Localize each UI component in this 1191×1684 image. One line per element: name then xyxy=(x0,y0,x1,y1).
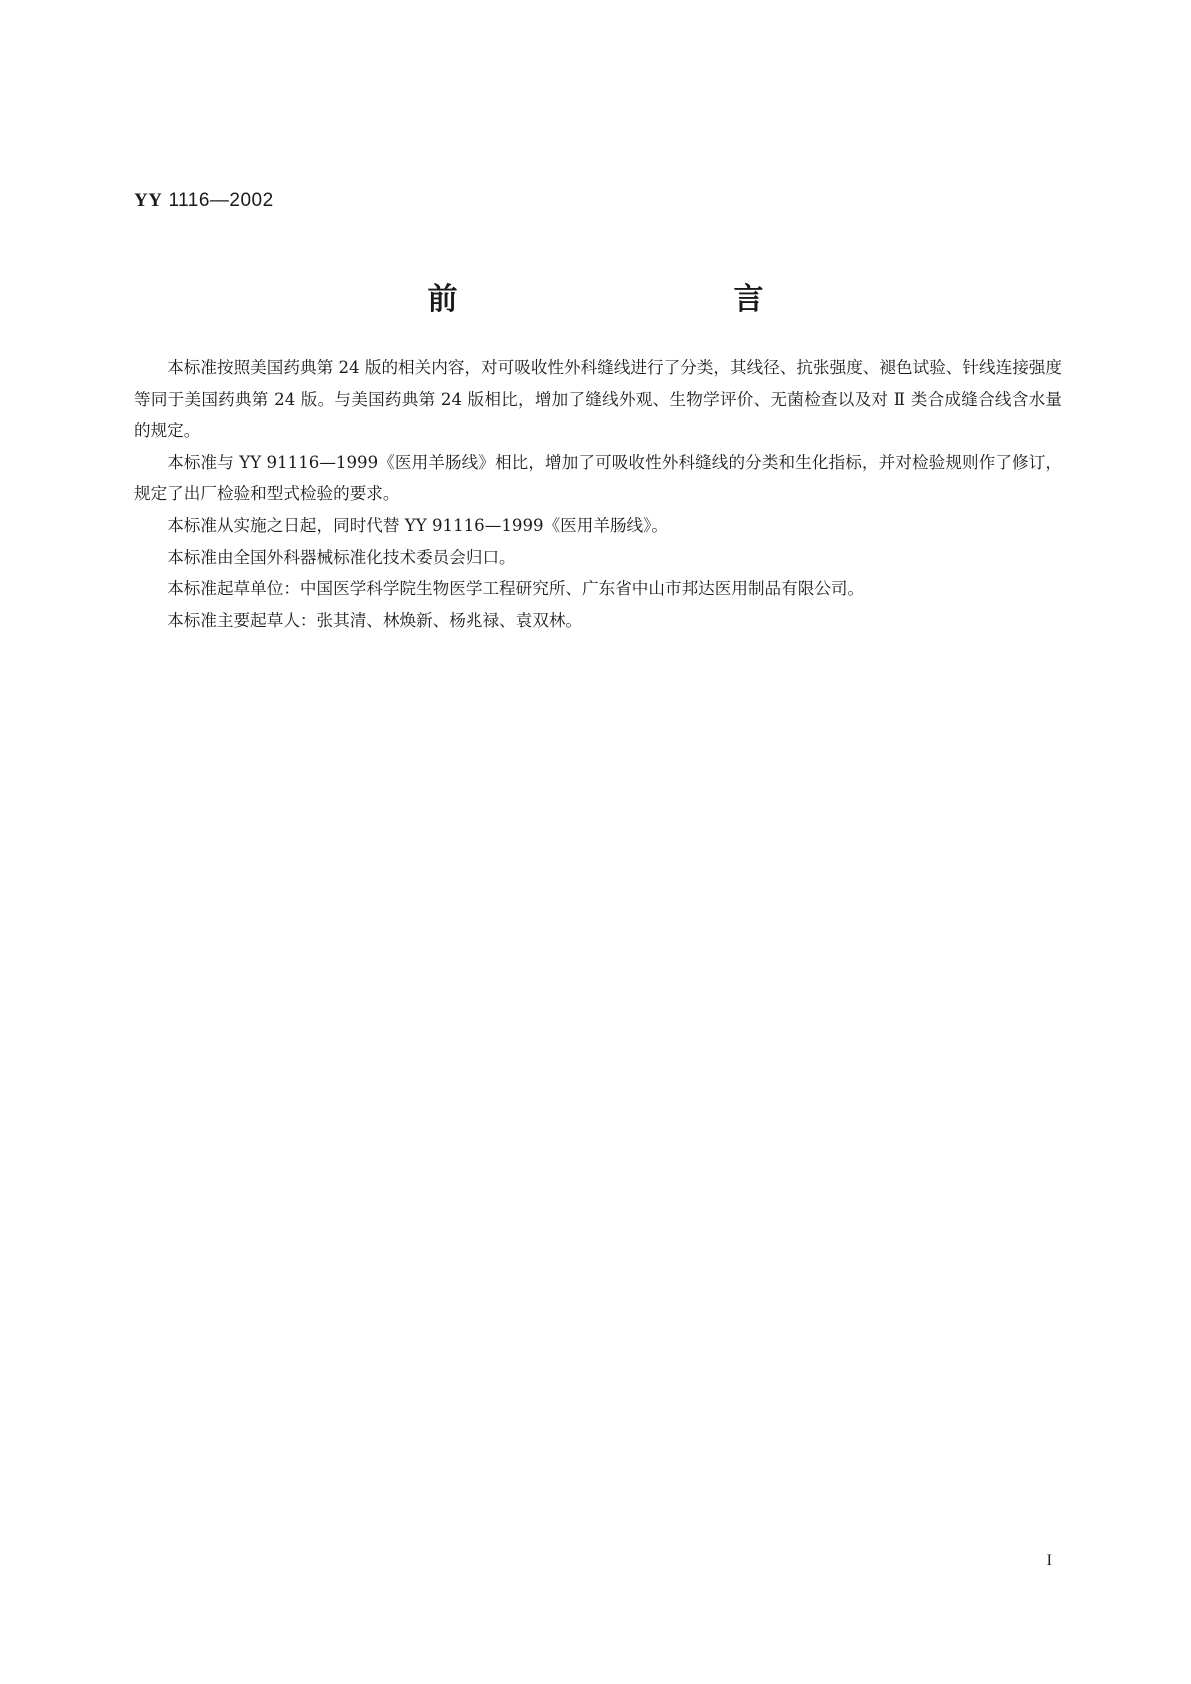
paragraph: 本标准起草单位：中国医学科学院生物医学工程研究所、广东省中山市邦达医用制品有限公司。 xyxy=(167,579,865,599)
foreword-body xyxy=(134,352,1062,636)
paragraph: 本标准按照美国药典第 24 版的相关内容，对可吸收性外科缝线进行了分类，其线径、抗张强度、褪色试验、针线连接强度等同于美国药典第 24 版。与美国药典第 24 版相比，增加了缝线外观、生物学评价、无菌检查以及对 Ⅱ 类合成缝合线含水量的规定。 xyxy=(134,358,1062,441)
page-number: I xyxy=(1046,1552,1052,1569)
standard-code-prefix: YY xyxy=(134,190,163,211)
paragraph: 本标准与 YY 91116—1999《医用羊肠线》相比，增加了可吸收性外科缝线的分类和生化指标，并对检验规则作了修订，规定了出厂检验和型式检验的要求。 xyxy=(134,452,1062,504)
paragraph: 本标准主要起草人：张其清、林焕新、杨兆禄、袁双林。 xyxy=(167,610,583,630)
standard-code-number: 1116—2002 xyxy=(168,190,274,211)
paragraph: 本标准从实施之日起，同时代替 YY 91116—1999《医用羊肠线》。 xyxy=(167,515,669,535)
page-title: 前 言 xyxy=(427,282,836,317)
standard-code xyxy=(134,190,274,212)
paragraph: 本标准由全国外科器械标准化技术委员会归口。 xyxy=(167,547,516,567)
